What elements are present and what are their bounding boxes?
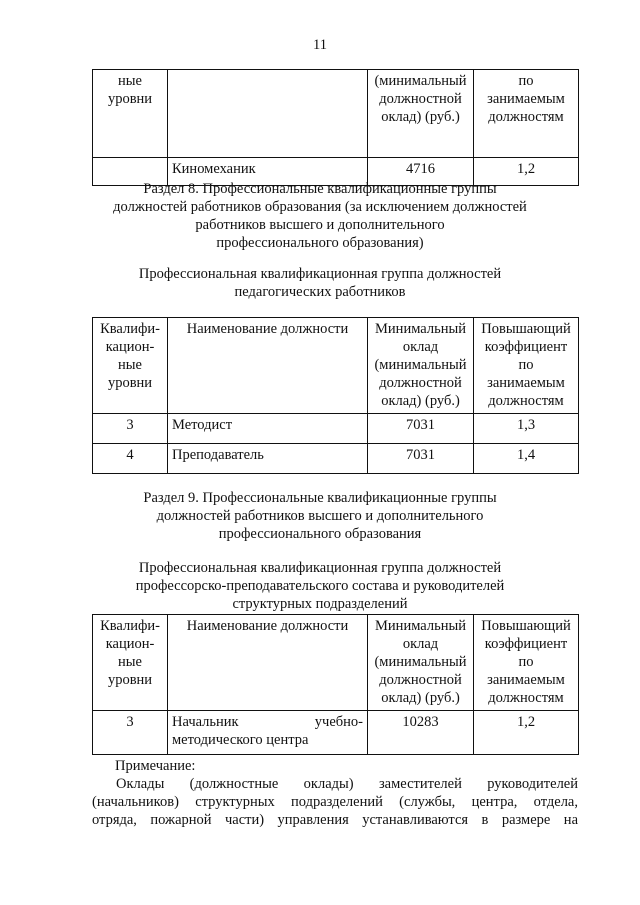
section8-table	[92, 317, 579, 474]
header-salary: Минимальный оклад (минимальный должностной оклад) (руб.)	[368, 615, 474, 711]
header-position: Наименование должности	[168, 615, 368, 711]
header-level: Квалифи- кацион- ные уровни	[93, 318, 168, 414]
section9-header-row	[93, 615, 579, 711]
cell-position: Начальник учебно-методического центра	[168, 711, 368, 755]
table-row	[93, 444, 579, 474]
cell-position: Преподаватель	[168, 444, 368, 474]
cell-salary: 7031	[368, 414, 474, 444]
header-position	[168, 70, 368, 158]
section8-title: Раздел 8. Профессиональные квалификационные группы должностей работников образования (за исключением должностей работников высшего и дополнительного профессионального образования)	[113, 181, 527, 251]
header-salary: (минимальный должностной оклад) (руб.)	[368, 70, 474, 158]
cell-position: Киномеханик	[168, 158, 368, 186]
table-row	[93, 711, 579, 755]
section9-title: Раздел 9. Профессиональные квалификационные группы должностей работников высшего и дополнительного профессионального образования	[143, 490, 497, 542]
cell-salary: 4716	[368, 158, 474, 186]
cell-salary: 10283	[368, 711, 474, 755]
table-row	[93, 414, 579, 444]
header-coefficient: Повышающий коэффициент по занимаемым должностям	[474, 318, 579, 414]
header-salary: Минимальный оклад (минимальный должностной оклад) (руб.)	[368, 318, 474, 414]
note-title: Примечание:	[115, 758, 196, 774]
cell-coefficient: 1,4	[474, 444, 579, 474]
cell-level: 4	[93, 444, 168, 474]
continuation-header-row	[93, 70, 579, 158]
section9-table	[92, 614, 579, 755]
cell-position: Методист	[168, 414, 368, 444]
note-paragraph: Оклады (должностные оклады) заместителей руководителей (начальников) структурных подразделений (службы, центра, отдела, отряда, пожарной части) управления устанавливаются в размере на	[92, 776, 578, 828]
section9-group-title: Профессиональная квалификационная группа должностей профессорско-преподавательского состава и руководителей структурных подразделений	[135, 560, 505, 612]
section8-group-title: Профессиональная квалификационная группа должностей педагогических работников	[138, 266, 502, 300]
cell-coefficient: 1,2	[474, 711, 579, 755]
header-coefficient: по занимаемым должностям	[474, 70, 579, 158]
cell-salary: 7031	[368, 444, 474, 474]
cell-coefficient: 1,2	[474, 158, 579, 186]
header-level: ные уровни	[93, 70, 168, 158]
header-coefficient: Повышающий коэффициент по занимаемым должностям	[474, 615, 579, 711]
continuation-table	[92, 69, 579, 186]
header-level: Квалифи- кацион- ные уровни	[93, 615, 168, 711]
cell-coefficient: 1,3	[474, 414, 579, 444]
page-number: 11	[313, 37, 327, 53]
section8-header-row	[93, 318, 579, 414]
cell-level: 3	[93, 711, 168, 755]
header-position: Наименование должности	[168, 318, 368, 414]
cell-level: 3	[93, 414, 168, 444]
